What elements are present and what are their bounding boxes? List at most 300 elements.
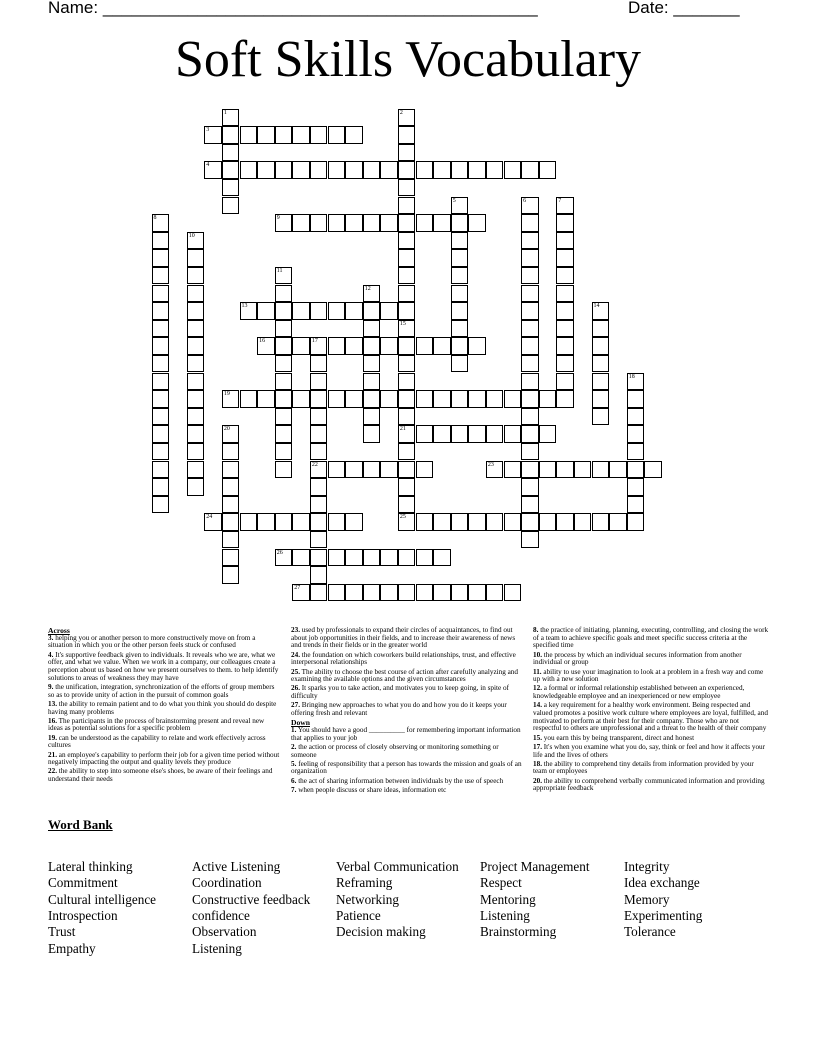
grid-cell[interactable] (451, 232, 469, 250)
grid-cell[interactable] (416, 584, 434, 602)
grid-cell[interactable] (521, 161, 539, 179)
grid-cell[interactable] (275, 302, 293, 320)
grid-cell[interactable] (556, 390, 574, 408)
grid-cell[interactable] (328, 390, 346, 408)
grid-cell[interactable] (504, 425, 522, 443)
clue-number-2: 2 (399, 109, 403, 116)
grid-cell[interactable] (416, 549, 434, 567)
grid-cell[interactable] (521, 249, 539, 267)
grid-cell[interactable] (187, 478, 205, 496)
grid-cell[interactable] (222, 549, 240, 567)
grid-cell[interactable] (398, 144, 416, 162)
grid-cell[interactable] (345, 126, 363, 144)
grid-cell[interactable] (187, 355, 205, 373)
grid-cell[interactable] (468, 513, 486, 531)
grid-cell[interactable] (521, 443, 539, 461)
grid-cell[interactable] (222, 126, 240, 144)
grid-cell[interactable] (451, 214, 469, 232)
grid-cell[interactable] (416, 337, 434, 355)
grid-cell[interactable] (152, 373, 170, 391)
clue-text: helping you or another person to more constructively move on from a situation in which you or the other person feels stuck or confused (48, 633, 256, 650)
grid-cell[interactable] (451, 285, 469, 303)
grid-cell[interactable] (380, 584, 398, 602)
grid-cell[interactable] (486, 425, 504, 443)
grid-cell[interactable] (363, 302, 381, 320)
grid-cell[interactable] (556, 320, 574, 338)
grid-cell[interactable] (521, 513, 539, 531)
grid-cell[interactable] (521, 214, 539, 232)
grid-cell[interactable] (310, 302, 328, 320)
grid-cell[interactable] (152, 232, 170, 250)
grid-cell[interactable] (398, 496, 416, 514)
clue-number-21: 21 (399, 426, 406, 433)
grid-cell[interactable] (398, 408, 416, 426)
grid-cell[interactable] (187, 337, 205, 355)
down-clue (533, 652, 769, 667)
grid-cell[interactable] (152, 478, 170, 496)
grid-cell[interactable] (451, 425, 469, 443)
grid-cell[interactable] (521, 267, 539, 285)
grid-cell[interactable] (310, 390, 328, 408)
grid-cell[interactable] (468, 214, 486, 232)
grid-cell[interactable] (363, 408, 381, 426)
grid-cell[interactable] (627, 390, 645, 408)
clue-number-22: 22 (311, 461, 318, 468)
grid-cell[interactable] (363, 161, 381, 179)
grid-cell[interactable] (152, 249, 170, 267)
grid-cell[interactable] (433, 584, 451, 602)
grid-cell[interactable] (539, 390, 557, 408)
grid-cell[interactable] (398, 285, 416, 303)
grid-cell[interactable] (310, 214, 328, 232)
grid-cell[interactable] (310, 584, 328, 602)
grid-cell[interactable] (451, 513, 469, 531)
grid-cell[interactable] (556, 461, 574, 479)
grid-cell[interactable] (451, 390, 469, 408)
across-heading: Across (48, 626, 70, 635)
grid-cell[interactable] (152, 425, 170, 443)
down-clue (533, 685, 769, 700)
grid-cell[interactable] (310, 126, 328, 144)
grid-cell[interactable] (521, 337, 539, 355)
grid-cell[interactable] (398, 549, 416, 567)
across-clue (48, 652, 280, 683)
grid-cell[interactable] (627, 513, 645, 531)
grid-cell[interactable] (292, 337, 310, 355)
grid-cell[interactable] (521, 285, 539, 303)
grid-cell[interactable] (187, 320, 205, 338)
grid-cell[interactable] (345, 390, 363, 408)
grid-cell[interactable] (609, 461, 627, 479)
grid-cell[interactable] (222, 197, 240, 215)
grid-cell[interactable] (539, 461, 557, 479)
grid-cell[interactable] (592, 337, 610, 355)
grid-cell[interactable] (416, 513, 434, 531)
grid-cell[interactable] (222, 478, 240, 496)
grid-cell[interactable] (275, 461, 293, 479)
grid-cell[interactable] (504, 161, 522, 179)
grid-cell[interactable] (275, 337, 293, 355)
grid-cell[interactable] (257, 126, 275, 144)
grid-cell[interactable] (521, 425, 539, 443)
grid-cell[interactable] (222, 531, 240, 549)
grid-cell[interactable] (222, 513, 240, 531)
grid-cell[interactable] (627, 461, 645, 479)
grid-cell[interactable] (187, 267, 205, 285)
grid-cell[interactable] (556, 302, 574, 320)
grid-cell[interactable] (152, 408, 170, 426)
grid-cell[interactable] (310, 478, 328, 496)
grid-cell[interactable] (451, 302, 469, 320)
grid-cell[interactable] (310, 531, 328, 549)
grid-cell[interactable] (187, 249, 205, 267)
grid-cell[interactable] (504, 461, 522, 479)
clue-text: the practice of initiating, planning, executing, controlling, and closing the work of a team to achieve specific goals and meet specific success criteria at the specified time (533, 626, 769, 650)
down-clue (533, 778, 769, 793)
clue-number: 24. (291, 650, 300, 659)
grid-cell[interactable] (345, 302, 363, 320)
grid-cell[interactable] (292, 161, 310, 179)
grid-cell[interactable] (398, 197, 416, 215)
grid-cell[interactable] (486, 390, 504, 408)
grid-cell[interactable] (275, 408, 293, 426)
grid-cell[interactable] (627, 425, 645, 443)
grid-cell[interactable] (187, 302, 205, 320)
grid-cell[interactable] (363, 584, 381, 602)
grid-cell[interactable] (328, 584, 346, 602)
grid-cell[interactable] (310, 355, 328, 373)
grid-cell[interactable] (275, 425, 293, 443)
grid-cell[interactable] (556, 373, 574, 391)
clue-number-13: 13 (241, 303, 248, 310)
grid-cell[interactable] (328, 302, 346, 320)
clue-number: 19. (48, 733, 57, 742)
grid-cell[interactable] (328, 549, 346, 567)
grid-cell[interactable] (187, 373, 205, 391)
grid-cell[interactable] (380, 337, 398, 355)
grid-cell[interactable] (345, 337, 363, 355)
grid-cell[interactable] (345, 161, 363, 179)
grid-cell[interactable] (310, 161, 328, 179)
grid-cell[interactable] (468, 425, 486, 443)
grid-cell[interactable] (539, 513, 557, 531)
grid-cell[interactable] (257, 302, 275, 320)
clue-text: the process by which an individual secures information from another individual or group (533, 650, 742, 667)
grid-cell[interactable] (398, 126, 416, 144)
grid-cell[interactable] (433, 390, 451, 408)
clue-text: It's when you examine what you do, say, think or feel and how it affects your life and the lives of others (533, 742, 766, 759)
grid-cell[interactable] (240, 126, 258, 144)
grid-cell[interactable] (416, 461, 434, 479)
grid-cell[interactable] (363, 214, 381, 232)
grid-cell[interactable] (275, 373, 293, 391)
clue-text: the act of sharing information between individuals by the use of speech (296, 776, 504, 785)
grid-cell[interactable] (416, 425, 434, 443)
clue-number-3: 3 (206, 127, 210, 134)
grid-cell[interactable] (486, 513, 504, 531)
grid-cell[interactable] (152, 390, 170, 408)
grid-cell[interactable] (521, 390, 539, 408)
grid-cell[interactable] (644, 461, 662, 479)
grid-cell[interactable] (152, 267, 170, 285)
grid-cell[interactable] (433, 337, 451, 355)
grid-cell[interactable] (398, 267, 416, 285)
grid-cell[interactable] (556, 214, 574, 232)
grid-cell[interactable] (310, 443, 328, 461)
grid-cell[interactable] (257, 513, 275, 531)
grid-cell[interactable] (222, 443, 240, 461)
grid-cell[interactable] (521, 373, 539, 391)
grid-cell[interactable] (504, 390, 522, 408)
grid-cell[interactable] (627, 408, 645, 426)
grid-cell[interactable] (592, 513, 610, 531)
grid-cell[interactable] (627, 496, 645, 514)
word-bank-item: Reframing (336, 875, 393, 891)
clue-number: 17. (533, 742, 542, 751)
grid-cell[interactable] (504, 513, 522, 531)
clue-text: a formal or informal relationship established between an experienced, knowledgeable employee and an inexperienced or new employee (533, 684, 745, 701)
grid-cell[interactable] (433, 425, 451, 443)
grid-cell[interactable] (187, 390, 205, 408)
grid-cell[interactable] (292, 126, 310, 144)
grid-cell[interactable] (240, 390, 258, 408)
grid-cell[interactable] (152, 443, 170, 461)
grid-cell[interactable] (275, 355, 293, 373)
grid-cell[interactable] (574, 513, 592, 531)
grid-cell[interactable] (398, 214, 416, 232)
grid-cell[interactable] (310, 496, 328, 514)
grid-cell[interactable] (380, 161, 398, 179)
grid-cell[interactable] (592, 373, 610, 391)
grid-cell[interactable] (468, 337, 486, 355)
grid-cell[interactable] (152, 285, 170, 303)
grid-cell[interactable] (292, 214, 310, 232)
grid-cell[interactable] (328, 513, 346, 531)
across-clue-list (48, 635, 280, 784)
grid-cell[interactable] (521, 478, 539, 496)
grid-cell[interactable] (152, 320, 170, 338)
grid-cell[interactable] (222, 566, 240, 584)
word-bank-item: Coordination (192, 875, 262, 891)
grid-cell[interactable] (187, 285, 205, 303)
grid-cell[interactable] (292, 390, 310, 408)
grid-cell[interactable] (257, 161, 275, 179)
word-bank-item: Experimenting (624, 907, 703, 923)
grid-cell[interactable] (521, 320, 539, 338)
grid-cell[interactable] (187, 461, 205, 479)
grid-cell[interactable] (328, 214, 346, 232)
word-bank-item: Introspection (48, 907, 118, 923)
grid-cell[interactable] (310, 513, 328, 531)
grid-cell[interactable] (468, 390, 486, 408)
grid-cell[interactable] (433, 513, 451, 531)
grid-cell[interactable] (363, 549, 381, 567)
grid-cell[interactable] (398, 443, 416, 461)
clue-text: a key requirement for a healthy work environment. Being respected and valued promotes a positive work culture where employees are loyal, fulfilled, and motivated to perform at their best for their company. Those who are not respectful to others are unprofessional and a threat to the health of their company (533, 701, 768, 733)
grid-cell[interactable] (398, 249, 416, 267)
grid-cell[interactable] (310, 373, 328, 391)
grid-cell[interactable] (398, 584, 416, 602)
grid-cell[interactable] (345, 584, 363, 602)
grid-cell[interactable] (433, 161, 451, 179)
clue-number-26: 26 (276, 549, 283, 556)
grid-cell[interactable] (433, 214, 451, 232)
grid-cell[interactable] (222, 461, 240, 479)
grid-cell[interactable] (275, 513, 293, 531)
grid-cell[interactable] (451, 584, 469, 602)
grid-cell[interactable] (504, 584, 522, 602)
grid-cell[interactable] (627, 443, 645, 461)
grid-cell[interactable] (380, 549, 398, 567)
grid-cell[interactable] (556, 267, 574, 285)
clue-number-18: 18 (628, 373, 635, 380)
grid-cell[interactable] (416, 161, 434, 179)
grid-cell[interactable] (152, 496, 170, 514)
grid-cell[interactable] (240, 513, 258, 531)
grid-cell[interactable] (556, 285, 574, 303)
grid-cell[interactable] (556, 513, 574, 531)
grid-cell[interactable] (398, 355, 416, 373)
grid-cell[interactable] (592, 355, 610, 373)
grid-cell[interactable] (292, 513, 310, 531)
grid-cell[interactable] (416, 214, 434, 232)
grid-cell[interactable] (609, 513, 627, 531)
grid-cell[interactable] (363, 425, 381, 443)
grid-cell[interactable] (592, 408, 610, 426)
grid-cell[interactable] (363, 461, 381, 479)
grid-cell[interactable] (398, 337, 416, 355)
word-bank-item: Empathy (48, 940, 96, 956)
grid-cell[interactable] (398, 232, 416, 250)
grid-cell[interactable] (310, 549, 328, 567)
grid-cell[interactable] (451, 161, 469, 179)
grid-cell[interactable] (187, 425, 205, 443)
grid-cell[interactable] (398, 302, 416, 320)
grid-cell[interactable] (328, 337, 346, 355)
grid-cell[interactable] (486, 161, 504, 179)
grid-cell[interactable] (398, 461, 416, 479)
grid-cell[interactable] (468, 161, 486, 179)
grid-cell[interactable] (187, 408, 205, 426)
grid-cell[interactable] (345, 214, 363, 232)
grid-cell[interactable] (187, 443, 205, 461)
grid-cell[interactable] (556, 232, 574, 250)
grid-cell[interactable] (398, 373, 416, 391)
grid-cell[interactable] (451, 355, 469, 373)
grid-cell[interactable] (152, 302, 170, 320)
grid-cell[interactable] (398, 161, 416, 179)
grid-cell[interactable] (240, 161, 258, 179)
grid-cell[interactable] (521, 355, 539, 373)
grid-cell[interactable] (416, 390, 434, 408)
down-clue-list-continued (533, 627, 769, 793)
grid-cell[interactable] (222, 144, 240, 162)
grid-cell[interactable] (521, 461, 539, 479)
grid-cell[interactable] (363, 320, 381, 338)
grid-cell[interactable] (275, 161, 293, 179)
grid-cell[interactable] (275, 126, 293, 144)
grid-cell[interactable] (292, 302, 310, 320)
grid-cell[interactable] (328, 126, 346, 144)
grid-cell[interactable] (222, 496, 240, 514)
across-clue (291, 669, 523, 684)
grid-cell[interactable] (539, 161, 557, 179)
grid-cell[interactable] (451, 267, 469, 285)
clue-number: 12. (533, 684, 542, 693)
grid-cell[interactable] (310, 566, 328, 584)
clue-number: 7. (291, 785, 297, 794)
grid-cell[interactable] (310, 425, 328, 443)
grid-cell[interactable] (521, 496, 539, 514)
word-bank-item: Commitment (48, 875, 118, 891)
grid-cell[interactable] (275, 443, 293, 461)
grid-cell[interactable] (592, 461, 610, 479)
clue-number: 8. (533, 626, 539, 634)
grid-cell[interactable] (380, 390, 398, 408)
clue-text: the ability to step into someone else's shoes, be aware of their feelings and understand their needs (48, 767, 273, 784)
grid-cell[interactable] (257, 390, 275, 408)
grid-cell[interactable] (521, 408, 539, 426)
grid-cell[interactable] (521, 531, 539, 549)
grid-cell[interactable] (592, 320, 610, 338)
grid-cell[interactable] (398, 478, 416, 496)
grid-cell[interactable] (574, 461, 592, 479)
grid-cell[interactable] (468, 584, 486, 602)
grid-cell[interactable] (152, 337, 170, 355)
grid-cell[interactable] (310, 408, 328, 426)
grid-cell[interactable] (486, 584, 504, 602)
grid-cell[interactable] (345, 461, 363, 479)
grid-cell[interactable] (222, 179, 240, 197)
grid-cell[interactable] (433, 549, 451, 567)
grid-cell[interactable] (363, 355, 381, 373)
grid-cell[interactable] (380, 302, 398, 320)
grid-cell[interactable] (275, 320, 293, 338)
grid-cell[interactable] (451, 249, 469, 267)
grid-cell[interactable] (275, 285, 293, 303)
grid-cell[interactable] (380, 214, 398, 232)
clue-number-17: 17 (311, 338, 318, 345)
grid-cell[interactable] (152, 461, 170, 479)
grid-cell[interactable] (539, 425, 557, 443)
grid-cell[interactable] (627, 478, 645, 496)
grid-cell[interactable] (152, 355, 170, 373)
grid-cell[interactable] (521, 232, 539, 250)
grid-cell[interactable] (521, 302, 539, 320)
grid-cell[interactable] (222, 161, 240, 179)
grid-cell[interactable] (345, 513, 363, 531)
grid-cell[interactable] (556, 249, 574, 267)
grid-cell[interactable] (328, 461, 346, 479)
grid-cell[interactable] (328, 161, 346, 179)
grid-cell[interactable] (292, 549, 310, 567)
grid-cell[interactable] (275, 390, 293, 408)
grid-cell[interactable] (363, 390, 381, 408)
grid-cell[interactable] (363, 373, 381, 391)
grid-cell[interactable] (380, 461, 398, 479)
grid-cell[interactable] (451, 320, 469, 338)
grid-cell[interactable] (398, 390, 416, 408)
grid-cell[interactable] (345, 549, 363, 567)
grid-cell[interactable] (556, 355, 574, 373)
grid-cell[interactable] (398, 179, 416, 197)
across-clue (291, 702, 523, 717)
word-bank-item: Brainstorming (480, 924, 557, 940)
grid-cell[interactable] (451, 337, 469, 355)
grid-cell[interactable] (363, 337, 381, 355)
grid-cell[interactable] (592, 390, 610, 408)
grid-cell[interactable] (556, 337, 574, 355)
